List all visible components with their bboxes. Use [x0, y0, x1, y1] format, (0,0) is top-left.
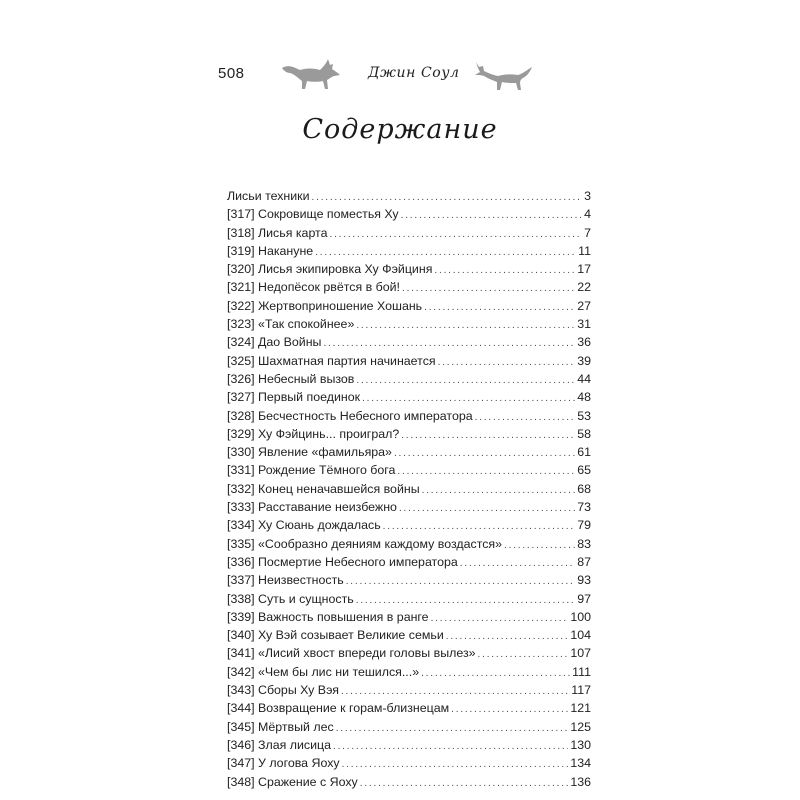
toc-entry: [227, 370, 591, 388]
toc-entry-page-number: 100: [570, 609, 591, 624]
toc-entry: [227, 205, 591, 223]
toc-entry-title: [339] Важность повышения в ранге: [227, 609, 429, 624]
toc-entry-title: [318] Лисья карта: [227, 225, 328, 240]
fox-icon: [280, 56, 342, 92]
toc-entry: [227, 699, 591, 717]
toc-entry: [227, 571, 591, 589]
toc-entry: [227, 187, 591, 205]
toc-entry: [227, 224, 591, 242]
toc-entry-page-number: 4: [584, 207, 591, 222]
dot-leader: [451, 701, 568, 719]
toc-entry-title: [322] Жертвоприношение Хошань: [227, 298, 423, 313]
toc-entry: [227, 608, 591, 626]
toc-entry-title: [336] Посмертие Небесного императора: [227, 554, 458, 569]
toc-entry-title: [337] Неизвестность: [227, 573, 344, 588]
toc-entry-page-number: 48: [577, 390, 591, 405]
dot-leader: [460, 555, 575, 573]
toc-entry-page-number: 22: [577, 280, 591, 295]
toc-entry-title: [341] «Лисий хвост впереди головы вылез»: [227, 646, 476, 661]
toc-entry: [227, 333, 591, 351]
toc-entry-title: [338] Суть и сущность: [227, 591, 354, 606]
toc-entry: [227, 443, 591, 461]
dot-leader: [330, 226, 583, 244]
dot-leader: [360, 775, 569, 793]
toc-entry-title: [333] Расставание неизбежно: [227, 500, 397, 515]
toc-entry-title: [321] Недопёсок рвётся в бой!: [227, 280, 401, 295]
toc-entry-page-number: 73: [577, 500, 591, 515]
toc-entry-page-number: 130: [570, 737, 591, 752]
toc-entry: [227, 388, 591, 406]
toc-entry-page-number: 121: [570, 701, 591, 716]
dot-leader: [399, 500, 575, 518]
toc-entry-title: [343] Сборы Ху Вэя: [227, 683, 339, 698]
toc-entry-title: [344] Возвращение к горам-близнецам: [227, 701, 450, 716]
toc-entry: [227, 425, 591, 443]
dot-leader: [333, 738, 568, 756]
toc-entry-title: [317] Сокровище поместья Ху: [227, 207, 399, 222]
dot-leader: [402, 280, 575, 298]
toc-entry-title: [335] «Сообразно деяниям каждому воздастся»: [227, 536, 503, 551]
toc-entry-page-number: 79: [577, 518, 591, 533]
toc-entry: [227, 260, 591, 278]
toc-entry: [227, 663, 591, 681]
toc-entry-page-number: 58: [577, 426, 591, 441]
toc-entry-title: [342] «Чем бы лис ни тешился...»: [227, 664, 420, 679]
toc-entry-page-number: 104: [570, 628, 591, 643]
dot-leader: [422, 482, 576, 500]
toc-entry-page-number: 87: [577, 554, 591, 569]
toc-entry-title: [327] Первый поединок: [227, 390, 361, 405]
toc-entry-page-number: 11: [578, 243, 591, 258]
toc-entry: [227, 553, 591, 571]
toc-entry-page-number: 107: [570, 646, 591, 661]
page-number: 508: [218, 65, 245, 82]
toc-entry-page-number: 134: [570, 756, 591, 771]
dot-leader: [431, 610, 569, 628]
toc-entry: [227, 352, 591, 370]
dot-leader: [397, 463, 575, 481]
toc-entry: [227, 461, 591, 479]
dot-leader: [475, 409, 576, 427]
toc-entry: [227, 644, 591, 662]
toc-entry: [227, 480, 591, 498]
toc-entry-title: [325] Шахматная партия начинается: [227, 353, 436, 368]
toc-entry-title: [334] Ху Сюань дождалась: [227, 518, 381, 533]
running-header: [218, 56, 588, 92]
toc-entry: [227, 626, 591, 644]
toc-entry-title: [330] Явление «фамильяра»: [227, 445, 392, 460]
toc-entry-title: [332] Конец неначавшейся войны: [227, 481, 420, 496]
dot-leader: [356, 372, 575, 390]
toc-entry-page-number: 53: [577, 408, 591, 423]
dot-leader: [346, 573, 575, 591]
toc-entry-title: [345] Мёртвый лес: [227, 719, 334, 734]
toc-entry: [227, 535, 591, 553]
dot-leader: [438, 354, 576, 372]
toc-entry: [227, 407, 591, 425]
toc-entry-page-number: 93: [577, 573, 591, 588]
toc-entry: [227, 498, 591, 516]
toc-entry-page-number: 83: [577, 536, 591, 551]
toc-entry-page-number: 111: [572, 664, 591, 679]
toc-entry-page-number: 44: [577, 371, 591, 386]
page-title: Содержание: [302, 114, 498, 145]
toc-entry-page-number: 27: [577, 298, 591, 313]
toc-entry-title: [331] Рождение Тёмного бога: [227, 463, 396, 478]
dot-leader: [421, 665, 570, 683]
toc-entry-title: [320] Лисья экипировка Ху Фэйциня: [227, 262, 433, 277]
toc-entry-page-number: 39: [577, 353, 591, 368]
toc-entry: [227, 773, 591, 791]
toc-entry: [227, 297, 591, 315]
dot-leader: [424, 299, 575, 317]
toc-entry-title: Лисьи техники: [227, 189, 310, 203]
toc-entry-page-number: 3: [584, 189, 591, 203]
dot-leader: [394, 445, 575, 463]
toc-entry-page-number: 125: [570, 719, 591, 734]
toc-entry-page-number: 65: [577, 463, 591, 478]
toc-entry-page-number: 31: [577, 317, 591, 332]
toc-entry: [227, 590, 591, 608]
toc-entry-page-number: 61: [577, 445, 591, 460]
toc-entry-page-number: 36: [577, 335, 591, 350]
toc-entry: [227, 242, 591, 260]
toc-entry-title: [329] Ху Фэйцинь... проиграл?: [227, 426, 400, 441]
toc-entry-title: [347] У логова Яоху: [227, 756, 340, 771]
dot-leader: [342, 756, 569, 774]
toc-entry: [227, 315, 591, 333]
dot-leader: [434, 262, 575, 280]
dot-leader: [401, 427, 575, 445]
toc-entry-title: [319] Накануне: [227, 243, 314, 258]
dot-leader: [478, 646, 569, 664]
toc-entry-page-number: 17: [577, 262, 591, 277]
toc-entry-page-number: 68: [577, 481, 591, 496]
toc-entry-page-number: 117: [571, 683, 591, 698]
toc-entry: [227, 681, 591, 699]
toc-entry-page-number: 7: [584, 225, 591, 240]
toc-entry: [227, 736, 591, 754]
toc-entry: [227, 754, 591, 772]
dot-leader: [504, 537, 575, 555]
toc-entry-title: [326] Небесный вызов: [227, 371, 355, 386]
toc-entry-title: [324] Дао Войны: [227, 335, 322, 350]
dot-leader: [336, 720, 569, 738]
author-name: Джин Соул: [368, 65, 460, 81]
dot-leader: [401, 207, 582, 225]
toc-entry-title: [346] Злая лисица: [227, 737, 332, 752]
toc-entry-title: [348] Сражение с Яоху: [227, 774, 358, 789]
dot-leader: [356, 317, 575, 335]
toc-entry: [227, 718, 591, 736]
toc-entry-title: [323] «Так спокойнее»: [227, 317, 355, 332]
toc-entry-page-number: 97: [577, 591, 591, 606]
toc-entry-page-number: 136: [570, 774, 591, 789]
toc-entry-title: [340] Ху Вэй созывает Великие семьи: [227, 628, 444, 643]
toc-entry: [227, 278, 591, 296]
toc-entry: [227, 516, 591, 534]
fox-icon: [472, 56, 534, 92]
table-of-contents: [227, 187, 591, 791]
toc-entry-title: [328] Бесчестность Небесного императора: [227, 408, 473, 423]
